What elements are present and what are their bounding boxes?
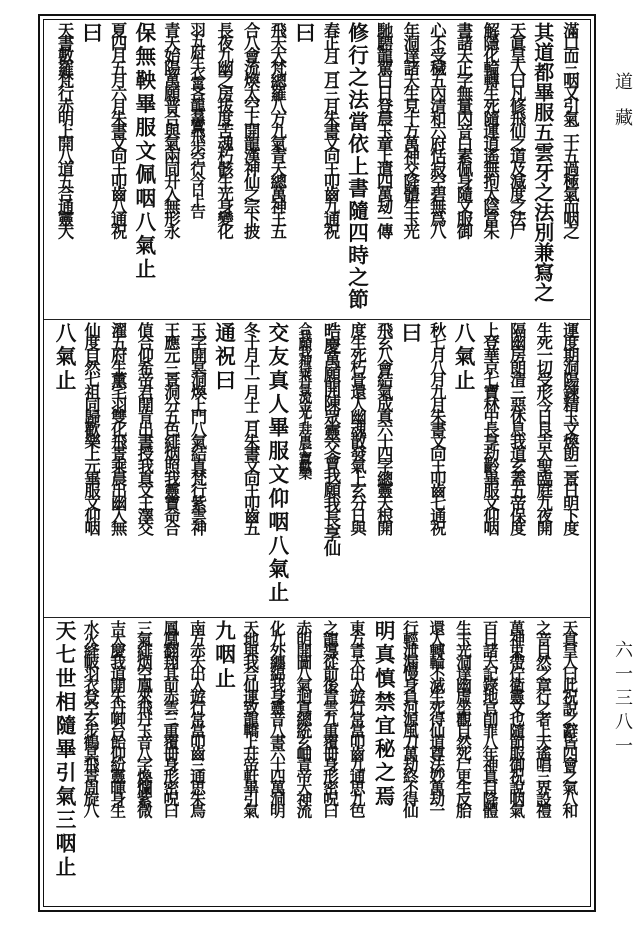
text-column: 天真皇人曰此祝說之辭皆四會之氣八和 [560,620,580,814]
text-column: 長夜九幽之房拔度苦魂朽骸生光身變化 [214,22,234,236]
text-column: 秋七月八月九月朱書文向王叩齒七通祝 [427,322,447,532]
text-column: 保無鞅畢服文佩咽八氣止 [131,22,156,282]
text-column: 還人轉輪不滅生死得仙道尊法妙萬劫一 [427,620,447,814]
text-column: 書諸天正字無量內音白素佩身隨文服御 [454,22,473,236]
text-column: 南方赤天出入遊行常當叩齒三通思朱鳥 [188,620,207,814]
text-column: 天七世相隨畢引氣三咽止 [52,620,76,880]
text-column: 八氣止 [451,322,475,393]
text-column: 飛玄八會結氣成真六十四字總靈天根開 [374,322,394,532]
text-column: 通祝曰 [211,322,236,393]
text-column: 濯五府生薰宅羽雙化飛景乘晨出幽入無 [108,322,128,532]
text-column: 八氣止 [52,322,76,393]
text-panel-bottom [44,618,590,906]
text-column: 天眞皇人曰凡修飛仙之道及減度之法尸 [507,22,527,236]
text-panel-top [44,20,590,318]
text-column: 隔幽房朗清三惡休息我道玄蓋五帝保度 [507,322,527,532]
page-frame [38,14,596,912]
text-column: 之音自然之章行之者上天遙唱三界設禮 [533,620,553,814]
text-column: 之龍導從前後青雲九重覆冊身形密呪曰 [321,620,340,814]
text-column: 合八會流煥太空上開龍漢神仙之宗下披 [241,22,261,236]
text-column: 王應元三景洞分五色緋烟照我靈寶命合 [161,322,181,532]
text-column: 春正月二月三月朱書文向王叩齒九通祝 [321,22,340,236]
text-panel-middle [44,320,590,616]
text-column: 明真慎禁宜秘之焉 [371,620,396,809]
text-column: 運度期洞陽鍊精玉文煥朗三景日明下度 [560,322,580,532]
text-column: 馳騁龍駕白日登晨玉童上遣四萬刼一傳 [374,22,394,236]
text-column: 解隱化輪轉生死隨運逍遙無拘太陰當朱 [480,22,500,236]
text-column: 玉字開冥洞煥上門八氣結真梵行紫雲神 [188,322,207,532]
text-column: 生玉光洞達幽虛坐觀自然死尸更生反胎 [454,620,473,814]
spine-title: 道藏 [612,72,633,144]
text-column: 行輕泄漏慢身負河源風刀萬劫終不得仙 [400,620,420,814]
text-column: 飛天大梵總羅八方九氣青天總萬神王五 [267,22,287,236]
text-column: 滿口而三咽又引氣二十五過極氣而咽之 [560,22,580,236]
text-column: 百日諸天記錄地官削罪八年神真自降體 [480,620,500,814]
text-column: 心不受穢五內清和六府恬寂空碧無爲八 [427,22,447,236]
text-column: 上登華京七寶林中長享劫齡畢服文仰咽 [480,322,500,532]
text-column: 晧慶萬願開陳眾靈交會我願我長享仙 [320,322,340,554]
text-column: 交友真人畢服文仰咽八氣止 [264,322,289,606]
text-column: 東方青天出入遊行常當叩齒九通思九色 [347,620,367,814]
text-column: 天書數羅梵行赤明上開八道五合通靈大 [55,22,74,236]
text-column: 曰 [78,22,103,46]
text-column: 化九外纏綿我身靈音八書六十四萬洞明 [267,620,287,814]
text-column: 三氣緋烟空鳳來飛丹玉音八字煥爛紫微 [134,620,154,814]
text-column: 鳳凰翻翔其前赤雲三重覆冊身形密呪曰 [161,620,181,814]
text-column: 吉大慶我道開朱丹啣台飴仰紛靈暉身生 [108,620,128,814]
text-column: 赤明開圖八氣迴真總統玄岫青帝大神流 [294,620,314,814]
text-column: 生死一切受形今日良吉大聖臨庭九夜開 [533,322,553,532]
text-column: 夏四月五月六月朱書文向王叩齒八通祝 [108,22,128,236]
text-column: 天地與我合仙運致龍轎上升帝軒畢引氣 [241,620,261,814]
text-column: 水火絳帔羽衣登空玄步鶴冥飛景周旋八 [81,620,101,814]
text-column: 修行之法當依上書隨四時之節 [344,22,369,311]
text-column: 曰 [397,322,422,346]
text-column: 其道都畢服五雲牙之法別兼寫之 [530,22,555,302]
text-column: 值合仰希帝君開肯出書授我真文王澤交 [134,322,154,532]
text-column: 冬十月十一月十二月朱書文向王叩齒五 [241,322,261,532]
text-column: 仙度自然七祖同歸歡樂上元畢服文仰咽 [81,322,101,532]
page-inner-border [43,19,591,907]
spine-page-number: 六一三八一 [612,640,633,760]
text-column: 曰 [291,22,316,46]
text-column: 合我願我神得乘丹景流金光上升帝晨七寶歡樂 [295,322,312,474]
text-column: 萬神束帶佇衛靈文也隨節服御祝說咽氣 [507,620,527,814]
text-column: 羽五府生衣霄吝龍羣鸞飛歩空行今日上告 [188,22,206,214]
text-column: 九咽止 [211,620,236,691]
text-column: 青天始陽萬願普合與氣兩同升入無形永 [161,22,181,236]
text-column: 年洞達諸天生見十方萬神交降體生玉光 [400,22,420,236]
text-column: 度生死朽骨還人幽魂散發氣上玄分日與 [347,322,367,532]
